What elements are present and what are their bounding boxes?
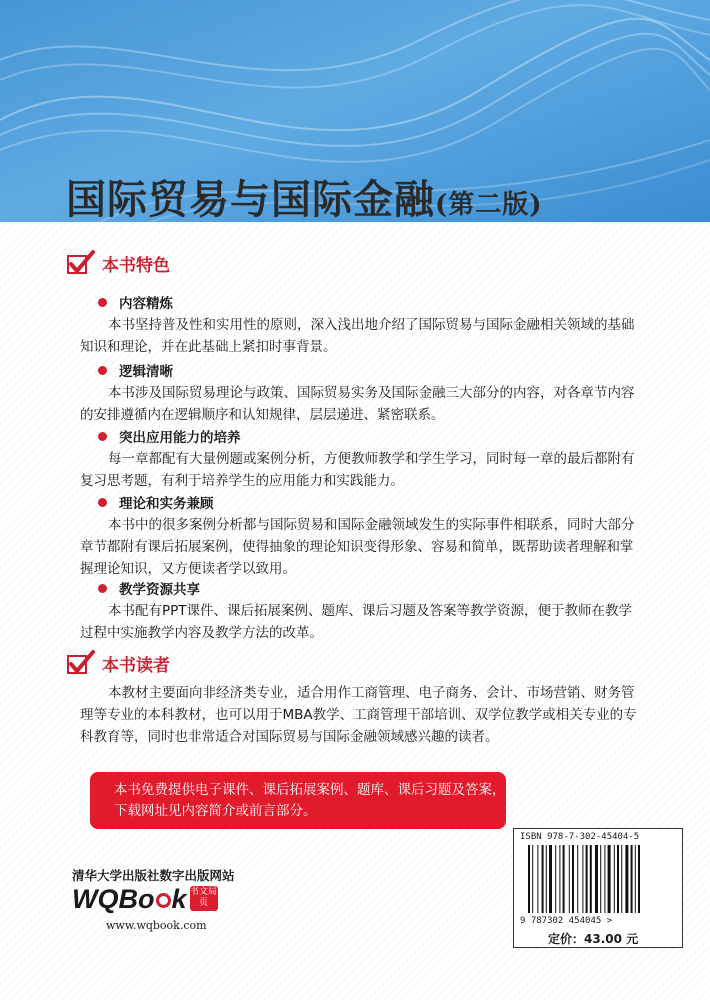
resource-notice	[90, 772, 506, 829]
wqbook-logo	[72, 884, 218, 915]
bullet-icon	[98, 432, 107, 441]
notice-line: 本书免费提供电子课件、课后拓展案例、题库、课后习题及答案，	[114, 782, 506, 798]
readers-text: 本教材主要面向非经济类专业，适合用作工商管理、电子商务、会计、市场营销、财务管理等专业的本科教材，也可以用于MBA教学、工商管理干部培训、双学位教学或相关专业的专科教育等，同时也非常适合对国际贸易与国际金融领域感兴趣的读者。	[80, 685, 637, 745]
logo-k: k	[171, 884, 187, 914]
feature-title: 内容精炼	[119, 296, 173, 312]
features-title: 本书特色	[102, 255, 170, 276]
readers-title: 本书读者	[102, 655, 170, 676]
feature-text: 本书配有PPT课件、课后拓展案例、题库、课后习题及答案等教学资源，便于教师在教学过程中实施教学内容及教学方法的改革。	[80, 603, 633, 641]
price-label: 定价：43.00 元	[548, 932, 639, 946]
feature-item	[80, 578, 640, 644]
bullet-icon	[98, 366, 107, 375]
publisher-name: 清华大学出版社数字出版网站	[72, 868, 235, 883]
bullet-icon	[98, 498, 107, 507]
logo-wq: WQ	[72, 884, 119, 914]
barcode-graphic	[526, 845, 672, 915]
publisher-url: www.wqbook.com	[106, 919, 207, 932]
seal-icon: 书文局页	[190, 886, 218, 911]
feature-title: 理论和实务兼顾	[119, 496, 214, 512]
feature-title: 突出应用能力的培养	[119, 430, 241, 446]
logo-o-icon	[156, 893, 171, 908]
feature-text: 本书中的很多案例分析都与国际贸易和国际金融领域发生的实际事件相联系，同时大部分章节都附有课后拓展案例，使得抽象的理论知识变得形象、容易和简单，既帮助读者理解和掌握理论知识，又方便读者学以致用。	[80, 517, 635, 577]
feature-item	[80, 492, 640, 580]
feature-title: 逻辑清晰	[119, 364, 173, 380]
barcode-digits: 9 787302 454045 >	[520, 916, 613, 926]
checkmark-icon	[66, 250, 96, 276]
feature-text: 本书涉及国际贸易理论与政策、国际贸易实务及国际金融三大部分的内容，对各章节内容的安排遵循内在逻辑顺序和认知规律，层层递进、紧密联系。	[80, 385, 635, 423]
feature-text: 每一章都配有大量例题或案例分析，方便教师教学和学生学习，同时每一章的最后都附有复习思考题，有利于培养学生的应用能力和实践能力。	[80, 451, 635, 489]
feature-item	[80, 292, 640, 358]
isbn-text: ISBN 978-7-302-45404-5	[520, 832, 640, 842]
cover-banner	[0, 0, 710, 222]
isbn-barcode-box	[513, 828, 683, 948]
feature-text: 本书坚持普及性和实用性的原则，深入浅出地介绍了国际贸易与国际金融相关领域的基础知识和理论，并在此基础上紧扣时事背景。	[80, 317, 635, 355]
title-main: 国际贸易与国际金融	[66, 176, 435, 222]
logo-book: Bo	[118, 884, 155, 914]
feature-item	[80, 426, 640, 492]
book-title	[66, 168, 543, 222]
feature-title: 教学资源共享	[119, 582, 200, 598]
notice-line: 下载网址见内容简介或前言部分。	[114, 803, 317, 819]
title-edition: (第二版)	[435, 190, 543, 220]
features-heading	[66, 250, 170, 276]
bullet-icon	[98, 584, 107, 593]
checkmark-icon	[66, 650, 96, 676]
feature-item	[80, 360, 640, 426]
readers-heading	[66, 650, 170, 676]
bullet-icon	[98, 298, 107, 307]
